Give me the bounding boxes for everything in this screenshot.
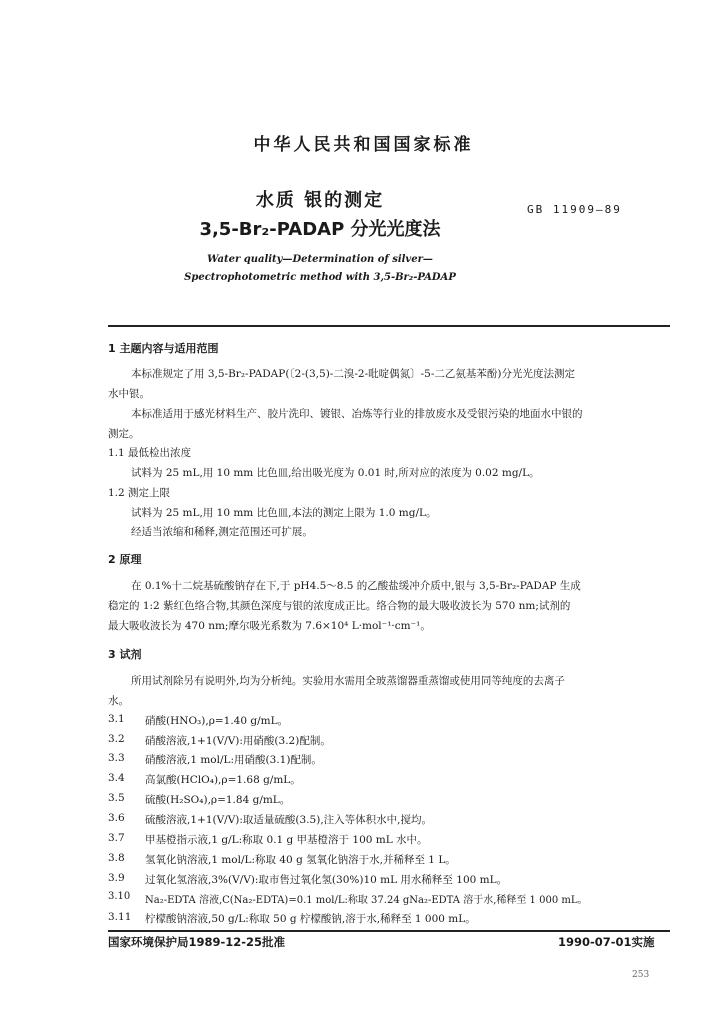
- section-1-2-text: 试料为 25 mL,用 10 mm 比色皿,本法的测定上限为 1.0 mg/L。: [131, 507, 437, 519]
- standard-org-header: 中华人民共和国国家标准: [253, 135, 474, 155]
- document-subtitle: 3,5-Br₂-PADAP 分光光度法: [199, 219, 441, 240]
- section-3-intro1: 所用试剂除另有说明外,均为分析纯。实验用水需用全玻蒸馏器重蒸馏或使用同等纯度的去离子: [131, 675, 565, 687]
- standard-number: GB 11909—89: [527, 203, 622, 216]
- reagent-3-7-num: 3.7: [108, 832, 125, 844]
- section-2-line1: 在 0.1%十二烷基硫酸钠存在下,于 pH4.5～8.5 的乙酸盐缓冲介质中,银与 3,5-Br₂-PADAP 生成: [131, 580, 581, 592]
- reagent-3-8-num: 3.8: [108, 852, 125, 864]
- document-title: 水质 银的测定: [255, 190, 385, 211]
- section-1-para1a: 本标准规定了用 3,5-Br₂-PADAP(〔2-(3,5)-二溴-2-吡啶偶氮〕-5-二乙氨基苯酚)分光光度法测定: [131, 368, 575, 380]
- approval-date: 国家环境保护局1989-12-25批准: [108, 935, 286, 949]
- section-1-para2a: 本标准适用于感光材料生产、胶片洗印、镀银、冶炼等行业的排放废水及受银污染的地面水中银的: [131, 408, 583, 420]
- reagent-3-6-text: 硫酸溶液,1+1(V/V):取适量硫酸(3.5),注入等体积水中,搅均。: [145, 814, 432, 826]
- implementation-date: 1990-07-01实施: [558, 935, 655, 949]
- section-3-intro2: 水。: [108, 695, 129, 707]
- section-2-line2: 稳定的 1:2 紫红色络合物,其颜色深度与银的浓度成正比。络合物的最大吸收波长为 570 nm;试剂的: [108, 600, 571, 612]
- reagent-3-9-text: 过氧化氢溶液,3%(V/V):取市售过氧化氢(30%)10 mL 用水稀释至 100 mL。: [145, 874, 508, 886]
- reagent-3-5-num: 3.5: [108, 792, 125, 804]
- header-divider: [108, 325, 670, 327]
- reagent-3-10-text: Na₂-EDTA 溶液,C(Na₂-EDTA)=0.1 mol/L:称取 37.24 gNa₂-EDTA 溶于水,稀释至 1 000 mL。: [145, 895, 588, 906]
- page-number: 253: [632, 970, 650, 980]
- reagent-3-7-text: 甲基橙指示液,1 g/L:称取 0.1 g 甲基橙溶于 100 mL 水中。: [145, 834, 428, 846]
- footer-divider: [108, 930, 670, 932]
- section-1-para2b: 测定。: [108, 428, 140, 440]
- reagent-3-10-num: 3.10: [108, 891, 131, 902]
- reagent-3-3-text: 硝酸溶液,1 mol/L:用硝酸(3.1)配制。: [145, 754, 322, 766]
- reagent-3-3-num: 3.3: [108, 752, 125, 764]
- reagent-3-2-num: 3.2: [108, 733, 125, 745]
- reagent-3-4-num: 3.4: [108, 772, 125, 784]
- reagent-3-11-text: 柠檬酸钠溶液,50 g/L:称取 50 g 柠檬酸钠,溶于水,稀释至 1 000 mL。: [145, 913, 476, 925]
- section-2-heading: 2 原理: [108, 553, 142, 566]
- reagent-3-6-num: 3.6: [108, 812, 125, 824]
- reagent-3-1-num: 3.1: [108, 713, 125, 725]
- section-1-2-text2: 经适当浓缩和稀释,测定范围还可扩展。: [131, 526, 313, 538]
- section-3-heading: 3 试剂: [108, 648, 142, 661]
- reagent-3-5-text: 硫酸(H₂SO₄),ρ=1.84 g/mL。: [145, 794, 291, 806]
- reagent-3-4-text: 高氯酸(HClO₄),ρ=1.68 g/mL。: [145, 774, 301, 786]
- reagent-3-8-text: 氢氧化钠溶液,1 mol/L:称取 40 g 氢氧化钠溶于水,并稀释至 1 L。: [145, 854, 456, 866]
- section-2-line3: 最大吸收波长为 470 nm;摩尔吸光系数为 7.6×10⁴ L·mol⁻¹·cm⁻¹。: [108, 620, 431, 632]
- english-title-line2: Spectrophotometric method with 3,5-Br₂-PADAP: [184, 272, 456, 283]
- section-1-para1b: 水中银。: [108, 388, 150, 400]
- reagent-3-9-num: 3.9: [108, 872, 125, 884]
- reagent-3-1-text: 硝酸(HNO₃),ρ=1.40 g/mL。: [145, 715, 289, 727]
- section-1-1-text: 试料为 25 mL,用 10 mm 比色皿,给出吸光度为 0.01 时,所对应的浓度为 0.02 mg/L。: [131, 467, 540, 479]
- english-title-line1: Water quality—Determination of silver—: [207, 254, 433, 265]
- section-1-2-heading: 1.2 测定上限: [108, 487, 171, 499]
- reagent-3-2-text: 硝酸溶液,1+1(V/V):用硝酸(3.2)配制。: [145, 735, 331, 747]
- section-1-heading: 1 主题内容与适用范围: [108, 342, 219, 355]
- section-1-1-heading: 1.1 最低检出浓度: [108, 447, 192, 459]
- reagent-3-11-num: 3.11: [108, 911, 132, 923]
